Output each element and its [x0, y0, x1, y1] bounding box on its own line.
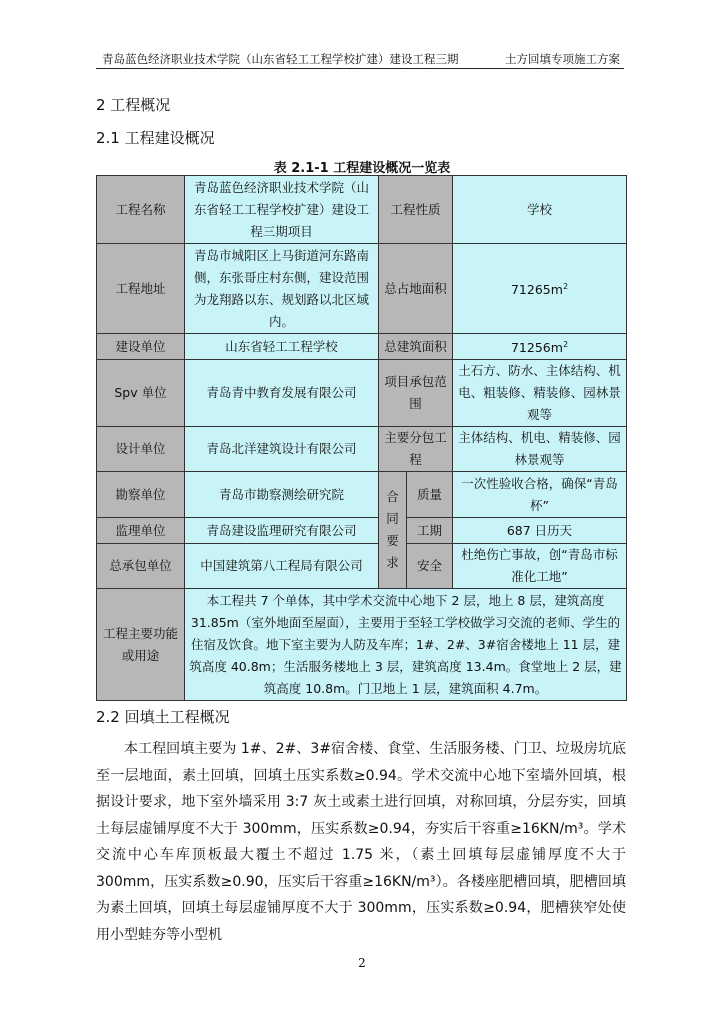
cell-label: 设计单位	[97, 427, 185, 472]
cell-label: 工程主要功能或用途	[97, 589, 185, 701]
table-row	[97, 518, 627, 544]
table-row	[97, 589, 627, 701]
cell-label: 工程性质	[379, 176, 453, 244]
cell-label: 工程地址	[97, 244, 185, 334]
cell-label: 工程名称	[97, 176, 185, 244]
table-caption: 表 2.1-1 工程建设概况一览表	[273, 161, 451, 176]
cell-label: Spv 单位	[97, 360, 185, 427]
cell-value: 中国建筑第八工程局有限公司	[185, 544, 379, 589]
project-overview-table	[96, 175, 627, 701]
cell-label: 监理单位	[97, 518, 185, 544]
cell-label: 建设单位	[97, 334, 185, 360]
cell-value: 青岛建设监理研究有限公司	[185, 518, 379, 544]
table-row	[97, 244, 627, 334]
table-row	[97, 360, 627, 427]
cell-value: 杜绝伤亡事故，创“青岛市标准化工地”	[453, 544, 627, 589]
table-row	[97, 334, 627, 360]
subsection-title: 2.1 工程建设概况	[96, 129, 215, 147]
cell-value: 一次性验收合格，确保“青岛杯”	[453, 472, 627, 518]
header-document-title: 土方回填专项施工方案	[505, 52, 620, 66]
cell-label: 工期	[407, 518, 453, 544]
cell-label: 项目承包范围	[379, 360, 453, 427]
cell-value: 青岛蓝色经济职业技术学院（山东省轻工工程学校扩建）建设工程三期项目	[185, 176, 379, 244]
cell-label: 主要分包工程	[379, 427, 453, 472]
cell-value	[453, 244, 627, 334]
cell-value: 本工程共 7 个单体，其中学术交流中心地下 2 层，地上 8 层，建筑高度 31.85m（室外地面至屋面），主要用于至轻工学校做学习交流的老师、学生的住宿及饮食。地下室主要为人防及车库；1#、2#、3#宿舍楼地上 11 层，建筑高度 40.8m；生活服务楼地上 3 层，建筑高度 13.4m。食堂地上 2 层，建筑高度 10.8m。门卫地上 1 层，建筑面积 4.7m。	[185, 589, 627, 701]
cell-label: 总承包单位	[97, 544, 185, 589]
cell-label: 总占地面积	[379, 244, 453, 334]
cell-value: 687 日历天	[453, 518, 627, 544]
table-row	[97, 544, 627, 589]
cell-value: 学校	[453, 176, 627, 244]
cell-value: 土石方、防水、主体结构、机电、粗装修、精装修、园林景观等	[453, 360, 627, 427]
section-title: 2 工程概况	[96, 96, 171, 114]
cell-label: 勘察单位	[97, 472, 185, 518]
cell-value: 青岛市城阳区上马街道河东路南侧，东张哥庄村东侧，建设范围为龙翔路以东、规划路以北区域内。	[185, 244, 379, 334]
cell-value: 青岛北洋建筑设计有限公司	[185, 427, 379, 472]
area-value: 71256m	[510, 340, 563, 356]
subsection-title-2: 2.2 回填土工程概况	[96, 708, 230, 726]
area-unit-exponent: 2	[562, 281, 569, 291]
area-value: 71265m	[510, 282, 563, 298]
cell-label: 安全	[407, 544, 453, 589]
cell-label: 质量	[407, 472, 453, 518]
table-row	[97, 427, 627, 472]
cell-label: 总建筑面积	[379, 334, 453, 360]
cell-value: 青岛市勘察测绘研究院	[185, 472, 379, 518]
header-project-title: 青岛蓝色经济职业技术学院（山东省轻工工程学校扩建）建设工程三期	[102, 52, 459, 66]
page-header	[96, 48, 624, 69]
body-paragraph: 本工程回填主要为 1#、2#、3#宿舍楼、食堂、生活服务楼、门卫、垃圾房坑底至一层地面，素土回填，回填土压实系数≥0.94。学术交流中心地下室墙外回填，根据设计要求，地下室外墙采用 3:7 灰土或素土进行回填，对称回填，分层夯实，回填土每层虚铺厚度不大于 300mm，压实系数≥0.94，夯实后干容重≥16KN/m³。学术交流中心车库顶板最大覆土不超过 1.75 米，（素土回填每层虚铺厚度不大于 300mm，压实系数≥0.90，压实后干容重≥16KN/m³）。各楼座肥槽回填，肥槽回填为素土回填，回填土每层虚铺厚度不大于 300mm，压实系数≥0.94，肥槽狭窄处使用小型蛙夯等小型机	[96, 741, 626, 943]
contract-requirements-label: 合同要求	[379, 472, 407, 589]
area-unit-exponent: 2	[562, 340, 569, 349]
cell-value: 青岛青中教育发展有限公司	[185, 360, 379, 427]
table-row	[97, 472, 627, 518]
table-row	[97, 176, 627, 244]
cell-value: 主体结构、机电、精装修、园林景观等	[453, 427, 627, 472]
cell-value: 山东省轻工工程学校	[185, 334, 379, 360]
page-number: 2	[358, 956, 366, 970]
cell-value	[453, 334, 627, 360]
